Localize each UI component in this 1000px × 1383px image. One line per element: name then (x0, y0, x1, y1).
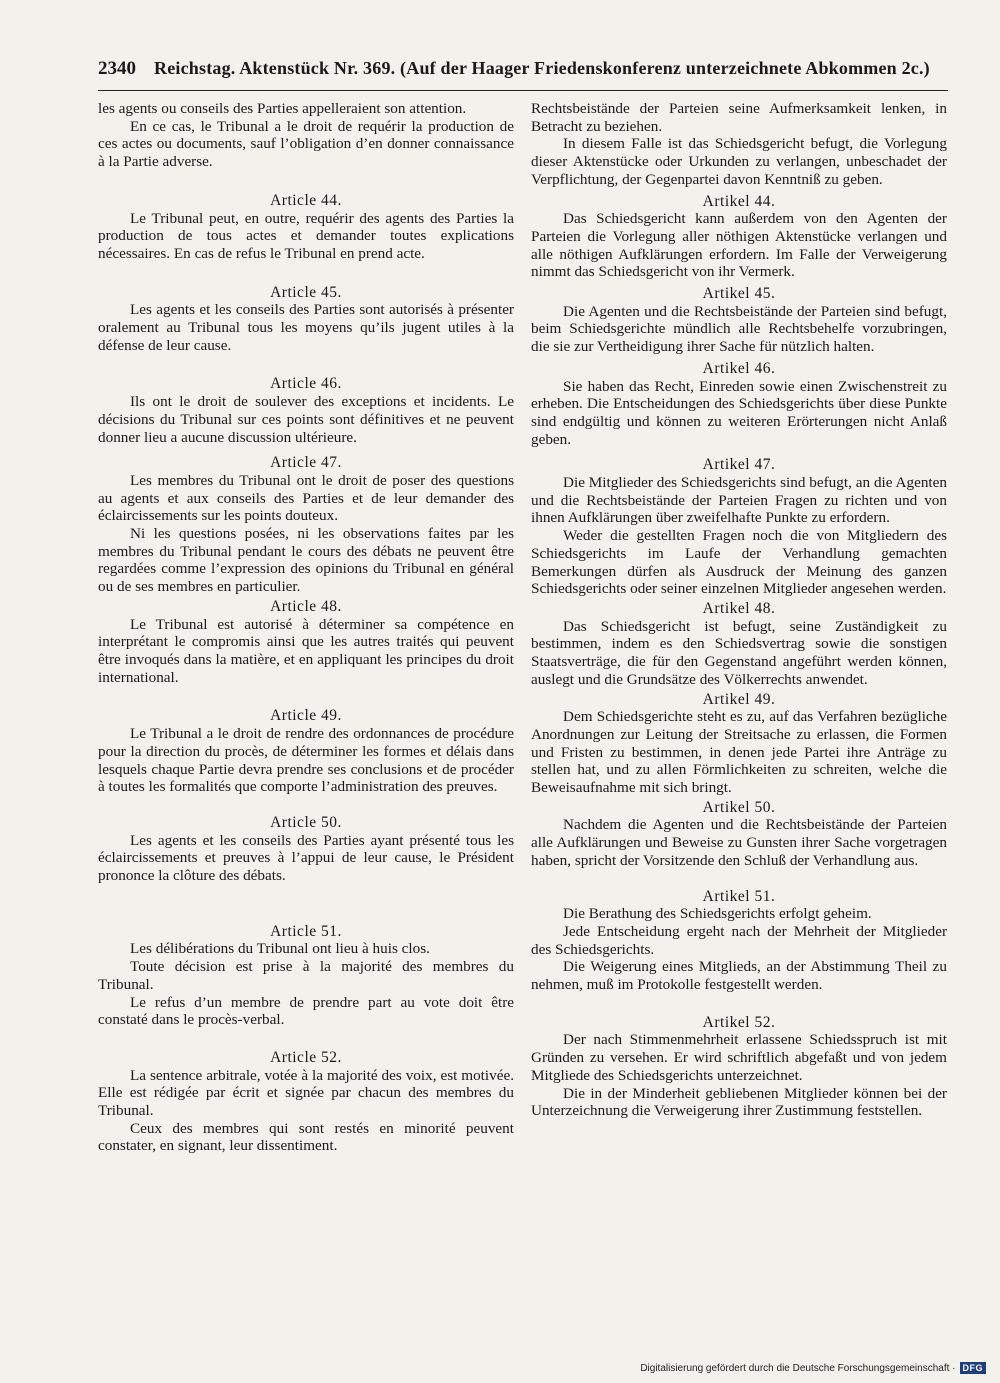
paragraph: La sentence arbitrale, votée à la majorité des voix, est motivée. Elle est rédigée par écrit et signée par chacun des membres du Tribunal. (98, 1066, 514, 1120)
page-header (98, 58, 948, 88)
german-column (531, 100, 947, 1120)
paragraph: Le Tribunal a le droit de rendre des ordonnances de procédure pour la direction du procès, de déterminer les formes et délais dans lesquels chaque Partie devra prendre ses conclusions et de procéder à toutes les formalités que comporte l’administration des preuves. (98, 725, 514, 796)
paragraph: Sie haben das Recht, Einreden sowie einen Zwischenstreit zu erheben. Die Entscheidungen des Schiedsgerichts über diese Punkte sind endgültig und können zu weiteren Erörterungen nicht Anlaß geben. (531, 377, 947, 448)
paragraph: Die Berathung des Schiedsgerichts erfolgt geheim. (563, 905, 872, 923)
paragraph: Le Tribunal est autorisé à déterminer sa compétence en interprétant le compromis ainsi que les autres traités qui peuvent être invoqués dans la matière, et en appliquant les principes du droit international. (98, 615, 514, 686)
paragraph: Les délibérations du Tribunal ont lieu à huis clos. (130, 940, 430, 958)
dfg-logo: DFG (960, 1362, 987, 1374)
article-heading: Artikel 49. (702, 690, 776, 708)
paragraph: Die in der Minderheit gebliebenen Mitglieder können bei der Unterzeichnung die Verweigerung ihrer Zustimmung feststellen. (531, 1084, 947, 1120)
paragraph: Le Tribunal peut, en outre, requérir des agents des Parties la production de tous actes et demander toutes explications nécessaires. En cas de refus le Tribunal en prend acte. (98, 209, 514, 262)
article-heading: Article 49. (270, 707, 342, 725)
article-heading: Article 52. (270, 1048, 342, 1066)
paragraph: Les membres du Tribunal ont le droit de poser des questions au agents et aux conseils des Parties et de leur demander des éclaircissements sur les points douteux. (98, 471, 514, 525)
article-heading: Artikel 47. (702, 456, 776, 474)
paragraph: Der nach Stimmenmehrheit erlassene Schiedsspruch ist mit Gründen zu versehen. Er wird schriftlich abgefaßt und von jedem Mitgliede des Schiedsgerichts unterzeichnet. (531, 1031, 947, 1084)
article-heading: Artikel 44. (702, 192, 776, 210)
header-rule (98, 90, 948, 91)
paragraph: Toute décision est prise à la majorité des membres du Tribunal. (98, 958, 514, 993)
paragraph: Das Schiedsgericht ist befugt, seine Zuständigkeit zu bestimmen, indem es den Schiedsvertrag sowie die sonstigen Staatsverträge, die für den Gegenstand angeführt werden können, auslegt und die Grundsätze des Völkerrechts anwendet. (531, 617, 947, 688)
paragraph: Les agents et les conseils des Parties ayant présenté tous les éclaircissements et preuves à l’appui de leur cause, le Président prononce la clôture des débats. (98, 831, 514, 885)
paragraph: Rechtsbeistände der Parteien seine Aufmerksamkeit lenken, in Betracht zu beziehen. (531, 100, 947, 135)
paragraph: Le refus d’un membre de prendre part au vote doit être constaté dans le procès-verbal. (98, 993, 514, 1029)
paragraph: En ce cas, le Tribunal a le droit de requérir la production de ces actes ou documents, sauf l’obligation d’en donner connaissance à la Partie adverse. (98, 117, 514, 171)
article-heading: Article 50. (270, 813, 342, 831)
article-heading: Article 46. (270, 375, 342, 393)
article-heading: Artikel 45. (702, 285, 776, 303)
paragraph: Ni les questions posées, ni les observations faites par les membres du Tribunal pendant le cours des débats ne peuvent être regardées comme l’expression des opinions du Tribunal en général ou de ses membres en particulier. (98, 525, 514, 596)
article-heading: Article 51. (270, 922, 342, 940)
credit-text: Digitalisierung gefördert durch die Deutsche Forschungsgemeinschaft · (640, 1362, 956, 1374)
article-heading: Article 45. (270, 283, 342, 301)
paragraph: Nachdem die Agenten und die Rechtsbeistände der Parteien alle Aufklärungen und Beweise zu Gunsten ihrer Sache vorgetragen haben, spricht der Vorsitzende den Schluß der Verhandlung aus. (531, 816, 947, 869)
running-title: Reichstag. Aktenstück Nr. 369. (Auf der Haager Friedenskonferenz unterzeichnete Abkommen 2c.) (154, 58, 930, 78)
article-heading: Artikel 51. (702, 887, 776, 905)
page-number: 2340 (98, 58, 136, 79)
paragraph: Jede Entscheidung ergeht nach der Mehrheit der Mitglieder des Schiedsgerichts. (531, 922, 947, 958)
paragraph: Die Agenten und die Rechtsbeistände der Parteien sind befugt, beim Schiedsgerichte mündlich alle Rechtsbehelfe vorzubringen, die sie zur Vertheidigung ihrer Sache für nützlich halten. (531, 302, 947, 356)
article-heading: Article 44. (270, 191, 342, 209)
paragraph: les agents ou conseils des Parties appelleraient son attention. (98, 100, 467, 117)
article-heading: Artikel 48. (702, 599, 776, 617)
paragraph: Ils ont le droit de soulever des exceptions et incidents. Le décisions du Tribunal sur ces points sont définitives et ne peuvent donner lieu a aucune discussion ultérieure. (98, 393, 514, 446)
article-heading: Artikel 52. (702, 1013, 776, 1031)
paragraph: Dem Schiedsgerichte steht es zu, auf das Verfahren bezügliche Anordnungen zur Leitung der Streitsache zu erlassen, die Formen und Fristen zu bestimmen, in denen jede Partei ihre Anträge zu stellen hat, und zu allen Förmlichkeiten zu schreiten, welche die Beweisaufnahme mit sich bringt. (531, 708, 947, 797)
article-heading: Article 47. (270, 454, 342, 472)
paragraph: Ceux des membres qui sont restés en minorité peuvent constater, en signant, leur dissentiment. (98, 1119, 514, 1155)
paragraph: Weder die gestellten Fragen noch die von Mitgliedern des Schiedsgerichts im Laufe der Verhandlung gemachten Bemerkungen dürfen als Ausdruck der Meinung des ganzen Schiedsgerichts oder seiner einzelnen Mitglieder angesehen werden. (531, 527, 947, 598)
article-heading: Artikel 50. (702, 798, 776, 816)
article-heading: Artikel 46. (702, 359, 776, 377)
paragraph: Das Schiedsgericht kann außerdem von den Agenten der Parteien die Vorlegung aller nöthigen Aktenstücke verlangen und alle nöthigen Aufklärungen erfordern. Im Falle der Verweigerung nimmt das Schiedsgericht von ihr Vermerk. (531, 210, 947, 281)
digitization-credit (640, 1362, 986, 1374)
paragraph: Les agents et les conseils des Parties sont autorisés à présenter oralement au Tribunal tous les moyens qu’ils jugent utiles à la défense de leur cause. (98, 301, 514, 354)
article-heading: Article 48. (270, 597, 342, 615)
paragraph: Die Mitglieder des Schiedsgerichts sind befugt, an die Agenten und die Rechtsbeistände der Parteien Fragen zu richten und von ihnen Aufklärungen über zweifelhafte Punkte zu erfordern. (531, 474, 947, 527)
french-column (98, 100, 514, 1155)
paragraph: In diesem Falle ist das Schiedsgericht befugt, die Vorlegung dieser Aktenstücke oder Urkunden zu verlangen, unbeschadet der Verpflichtung, der Gegenpartei davon Kenntniß zu geben. (531, 135, 947, 188)
paragraph: Die Weigerung eines Mitglieds, an der Abstimmung Theil zu nehmen, muß im Protokolle festgestellt werden. (531, 958, 947, 994)
